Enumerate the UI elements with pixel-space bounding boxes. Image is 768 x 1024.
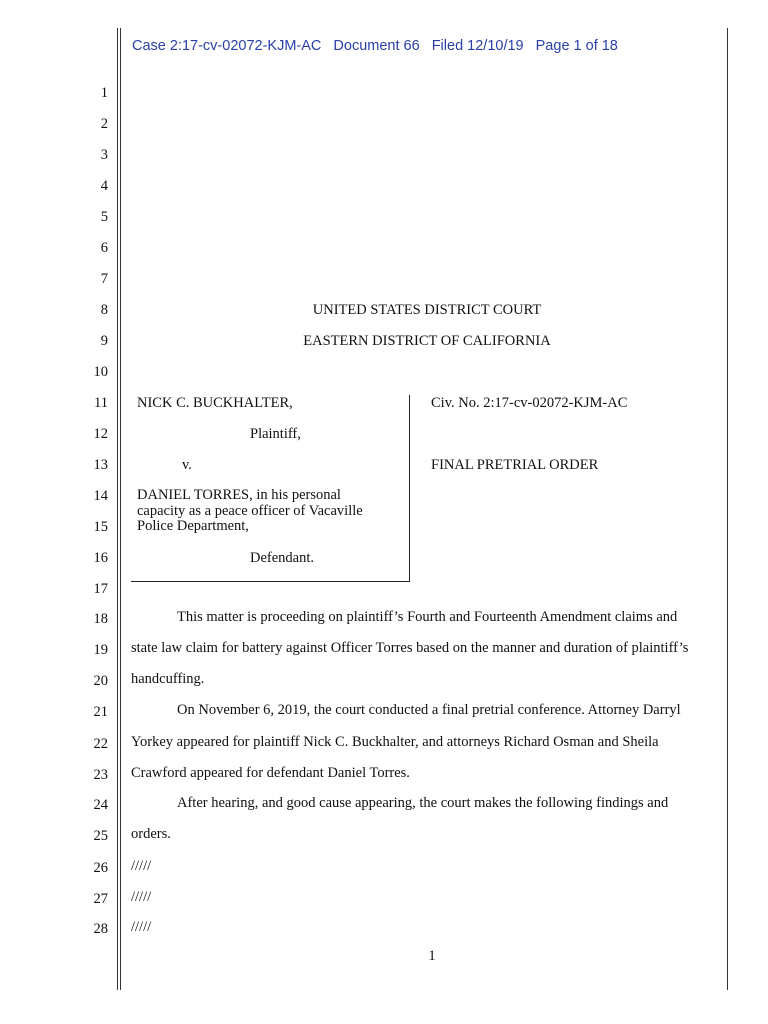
court-name: UNITED STATES DISTRICT COURT (312, 302, 542, 318)
line-number: 13 (93, 457, 108, 473)
line-number: 20 (93, 673, 108, 689)
line-number: 12 (93, 426, 108, 442)
court-district: EASTERN DISTRICT OF CALIFORNIA (303, 333, 551, 349)
plaintiff-name: NICK C. BUCKHALTER, (137, 395, 293, 411)
defendant-name (137, 488, 363, 535)
body-line: state law claim for battery against Officer Torres based on the manner and duration of plaintiff’s (131, 640, 689, 656)
body-line: handcuffing. (131, 671, 205, 687)
left-margin-rule-outer (117, 28, 118, 990)
case-number: Case 2:17-cv-02072-KJM-AC (132, 38, 322, 54)
line-number: 23 (93, 767, 108, 783)
line-number: 26 (93, 860, 108, 876)
page-indicator: Page 1 of 18 (535, 38, 618, 54)
section-separator: ///// (131, 919, 152, 935)
defendant-line: Police Department, (137, 518, 249, 534)
body-line: After hearing, and good cause appearing, the court makes the following findings and (177, 795, 669, 811)
line-number: 21 (93, 704, 108, 720)
line-number: 24 (93, 797, 108, 813)
line-number: 14 (93, 488, 108, 504)
line-number: 1 (100, 85, 108, 101)
body-line: This matter is proceeding on plaintiff’s Fourth and Fourteenth Amendment claims and (177, 609, 678, 625)
left-margin-rule-inner (120, 28, 121, 990)
line-number: 15 (93, 519, 108, 535)
section-separator: ///// (131, 889, 152, 905)
filed-date: Filed 12/10/19 (431, 38, 524, 54)
order-title: FINAL PRETRIAL ORDER (431, 457, 599, 473)
line-number: 19 (93, 642, 108, 658)
line-number: 7 (100, 271, 108, 287)
line-number: 28 (93, 921, 108, 937)
body-line: On November 6, 2019, the court conducted a final pretrial conference. Attorney Darryl (177, 702, 681, 718)
body-line: Yorkey appeared for plaintiff Nick C. Buckhalter, and attorneys Richard Osman and Sheila (131, 734, 659, 750)
line-number: 10 (93, 364, 108, 380)
right-margin-rule (727, 28, 728, 990)
line-number: 17 (93, 581, 108, 597)
civil-case-number: Civ. No. 2:17-cv-02072-KJM-AC (431, 395, 628, 411)
line-number: 16 (93, 550, 108, 566)
plaintiff-role: Plaintiff, (250, 426, 301, 442)
versus: v. (182, 457, 192, 473)
defendant-line: capacity as a peace officer of Vacaville (137, 502, 363, 519)
defendant-role: Defendant. (250, 550, 315, 566)
line-number: 3 (100, 147, 108, 163)
line-number: 11 (94, 395, 108, 411)
page-number: 1 (428, 948, 436, 964)
document-number: Document 66 (333, 38, 420, 54)
filing-header (132, 38, 626, 54)
section-separator: ///// (131, 858, 152, 874)
body-line: Crawford appeared for defendant Daniel Torres. (131, 765, 410, 781)
line-number: 5 (100, 209, 108, 225)
line-number: 27 (93, 891, 108, 907)
line-number: 8 (100, 302, 108, 318)
line-number: 4 (100, 178, 108, 194)
line-number: 9 (100, 333, 108, 349)
line-number: 25 (93, 828, 108, 844)
line-number: 22 (93, 736, 108, 752)
line-number: 18 (93, 611, 108, 627)
line-number: 2 (100, 116, 108, 132)
line-number: 6 (100, 240, 108, 256)
body-line: orders. (131, 826, 171, 842)
defendant-line: DANIEL TORRES, in his personal (137, 487, 341, 503)
